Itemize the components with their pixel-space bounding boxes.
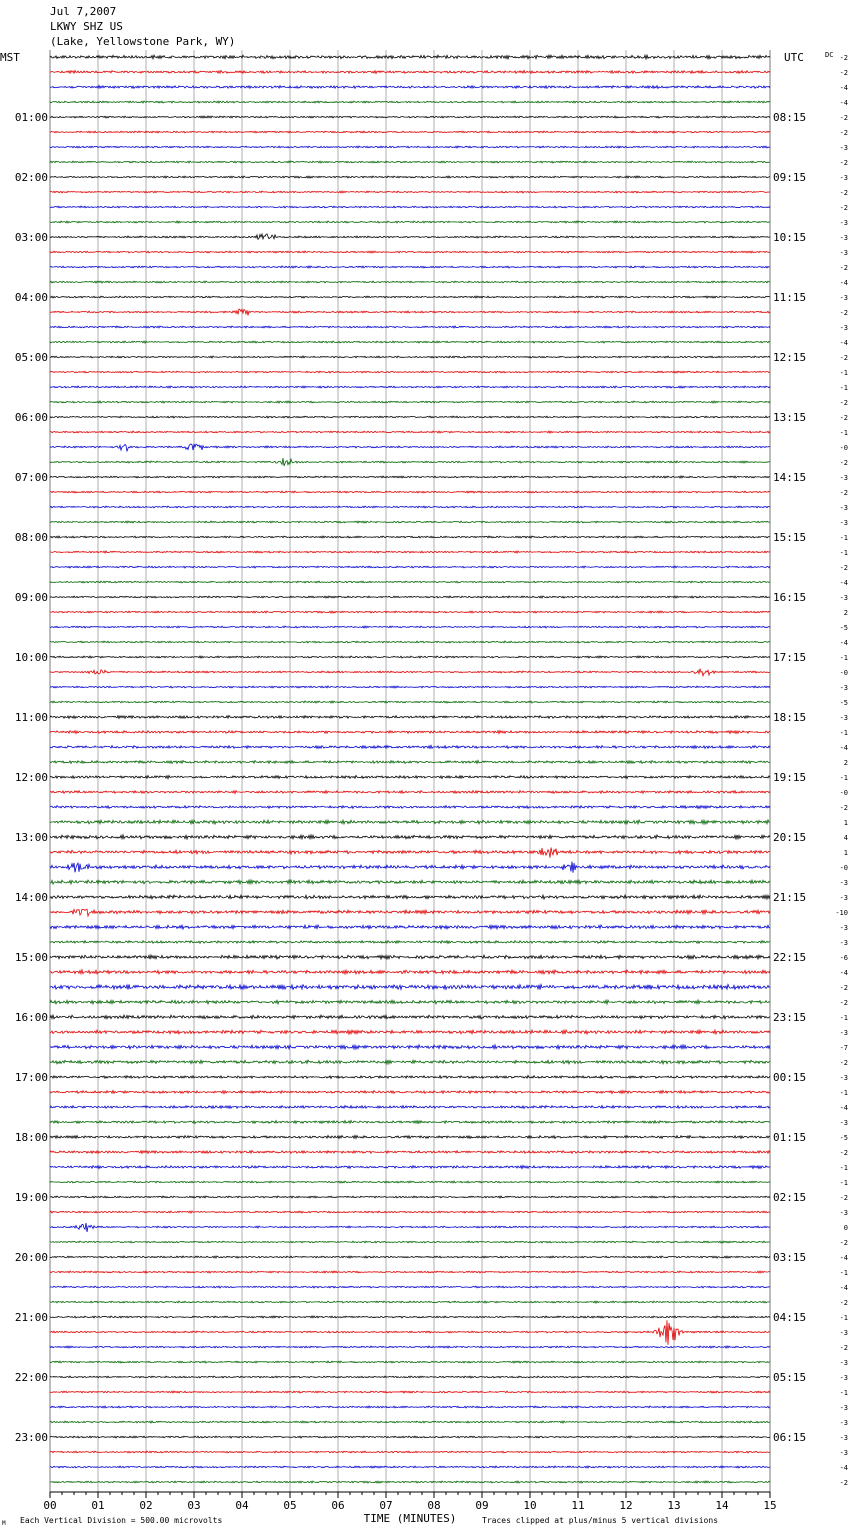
dc-offset-label: -3 bbox=[839, 1074, 848, 1082]
footer-clip-note: Traces clipped at plus/minus 5 vertical divisions bbox=[482, 1516, 719, 1525]
dc-offset-label: 0 bbox=[843, 1224, 848, 1232]
dc-offset-label: -2 bbox=[839, 999, 848, 1007]
trace-row bbox=[50, 71, 770, 74]
x-tick-label: 10 bbox=[523, 1499, 537, 1512]
trace-row bbox=[50, 909, 770, 916]
trace-row bbox=[50, 491, 770, 493]
left-timezone-label: MST bbox=[0, 51, 20, 64]
right-hour-label: 13:15 bbox=[773, 411, 807, 424]
right-hour-label: 21:15 bbox=[773, 891, 807, 904]
dc-offset-label: -1 bbox=[839, 429, 848, 437]
corner-mark: M bbox=[2, 1520, 6, 1527]
trace-row bbox=[50, 1223, 770, 1232]
dc-offset-label: -4 bbox=[839, 1254, 848, 1262]
dc-offset-label: -2 bbox=[839, 204, 848, 212]
dc-offset-label: -7 bbox=[839, 1044, 848, 1052]
dc-offset-label: -1 bbox=[839, 774, 848, 782]
dc-offset-label: -4 bbox=[839, 1104, 848, 1112]
dc-offset-label: -2 bbox=[839, 1344, 848, 1352]
left-hour-label: 20:00 bbox=[14, 1251, 48, 1264]
dc-offset-label: -4 bbox=[839, 1284, 848, 1292]
dc-offset-label: -3 bbox=[839, 249, 848, 257]
trace-row bbox=[50, 1361, 770, 1363]
dc-offset-label: -3 bbox=[839, 1404, 848, 1412]
right-hour-label: 16:15 bbox=[773, 591, 807, 604]
trace-row bbox=[50, 131, 770, 133]
trace-row bbox=[50, 955, 770, 959]
dc-offset-label: -4 bbox=[839, 99, 848, 107]
trace-row bbox=[50, 581, 770, 583]
right-hour-label: 09:15 bbox=[773, 171, 807, 184]
trace-row bbox=[50, 476, 770, 478]
trace-row bbox=[50, 416, 770, 418]
dc-offset-label: -3 bbox=[839, 1434, 848, 1442]
dc-offset-label: -4 bbox=[839, 744, 848, 752]
right-hour-label: 02:15 bbox=[773, 1191, 807, 1204]
dc-offset-label: 1 bbox=[843, 819, 848, 827]
axis-labels bbox=[0, 51, 848, 1527]
left-hour-label: 22:00 bbox=[14, 1371, 48, 1384]
trace-row bbox=[50, 1421, 770, 1423]
dc-offset-label: -1 bbox=[839, 1179, 848, 1187]
dc-offset-label: -1 bbox=[839, 1269, 848, 1277]
dc-offset-label: -1 bbox=[839, 1164, 848, 1172]
dc-offset-label: -5 bbox=[839, 699, 848, 707]
left-hour-label: 14:00 bbox=[14, 891, 48, 904]
trace-row bbox=[50, 656, 770, 658]
footer-scale-note: Each Vertical Division = 500.00 microvolts bbox=[20, 1516, 223, 1525]
trace-row bbox=[50, 296, 770, 298]
dc-offset-label: -3 bbox=[839, 684, 848, 692]
dc-offset-label: -1 bbox=[839, 549, 848, 557]
dc-offset-label: -2 bbox=[839, 159, 848, 167]
dc-offset-label: -2 bbox=[839, 564, 848, 572]
dc-offset-label: -3 bbox=[839, 234, 848, 242]
dc-offset-label: -3 bbox=[839, 174, 848, 182]
trace-row bbox=[50, 745, 770, 748]
trace-row bbox=[50, 116, 770, 118]
right-hour-label: 18:15 bbox=[773, 711, 807, 724]
trace-row bbox=[50, 1451, 770, 1453]
right-hour-label: 19:15 bbox=[773, 771, 807, 784]
dc-offset-label: -1 bbox=[839, 1389, 848, 1397]
trace-row bbox=[50, 1481, 770, 1483]
left-hour-label: 13:00 bbox=[14, 831, 48, 844]
left-hour-label: 11:00 bbox=[14, 711, 48, 724]
dc-offset-label: -0 bbox=[839, 789, 848, 797]
trace-row bbox=[50, 551, 770, 553]
dc-offset-label: -3 bbox=[839, 939, 848, 947]
dc-offset-label: -4 bbox=[839, 639, 848, 647]
dc-offset-label: 1 bbox=[843, 849, 848, 857]
dc-offset-label: -3 bbox=[839, 1329, 848, 1337]
dc-offset-label: -2 bbox=[839, 489, 848, 497]
left-hour-label: 23:00 bbox=[14, 1431, 48, 1444]
dc-offset-label: -3 bbox=[839, 879, 848, 887]
x-tick-label: 13 bbox=[667, 1499, 681, 1512]
trace-row bbox=[50, 1271, 770, 1273]
dc-offset-label: -3 bbox=[839, 1119, 848, 1127]
trace-row bbox=[50, 1301, 770, 1303]
trace-row bbox=[50, 401, 770, 403]
dc-offset-label: -3 bbox=[839, 1419, 848, 1427]
dc-offset-label: -3 bbox=[839, 474, 848, 482]
dc-offset-label: -4 bbox=[839, 1464, 848, 1472]
trace-row bbox=[50, 176, 770, 178]
dc-offset-label: -0 bbox=[839, 444, 848, 452]
trace-row bbox=[50, 1135, 770, 1138]
trace-row bbox=[50, 1241, 770, 1243]
right-hour-label: 04:15 bbox=[773, 1311, 807, 1324]
right-hour-label: 03:15 bbox=[773, 1251, 807, 1264]
dc-offset-label: -1 bbox=[839, 1014, 848, 1022]
x-tick-label: 11 bbox=[571, 1499, 585, 1512]
dc-offset-label: -2 bbox=[839, 414, 848, 422]
trace-row bbox=[50, 1000, 770, 1004]
dc-offset-label: -2 bbox=[839, 1479, 848, 1487]
trace-group bbox=[50, 55, 770, 1483]
trace-row bbox=[50, 1406, 770, 1408]
dc-offset-label: -1 bbox=[839, 369, 848, 377]
trace-row bbox=[50, 206, 770, 208]
dc-offset-label: -2 bbox=[839, 129, 848, 137]
trace-row bbox=[50, 521, 770, 523]
trace-row bbox=[50, 970, 770, 974]
dc-offset-label: -5 bbox=[839, 1134, 848, 1142]
dc-offset-label: -3 bbox=[839, 144, 848, 152]
trace-row bbox=[50, 1211, 770, 1213]
trace-row bbox=[50, 161, 770, 163]
x-axis-title: TIME (MINUTES) bbox=[363, 1512, 457, 1525]
trace-row bbox=[50, 356, 770, 358]
x-tick-label: 14 bbox=[715, 1499, 729, 1512]
trace-row bbox=[50, 596, 770, 598]
dc-offset-label: -1 bbox=[839, 654, 848, 662]
dc-offset-label: -2 bbox=[839, 54, 848, 62]
dc-offset-label: -2 bbox=[839, 309, 848, 317]
left-hour-label: 19:00 bbox=[14, 1191, 48, 1204]
dc-offset-label: -3 bbox=[839, 324, 848, 332]
x-tick-label: 06 bbox=[331, 1499, 345, 1512]
dc-offset-label: -3 bbox=[839, 1449, 848, 1457]
trace-row bbox=[50, 1316, 770, 1318]
trace-row bbox=[50, 862, 770, 873]
trace-row bbox=[50, 1181, 770, 1183]
right-hour-label: 08:15 bbox=[773, 111, 807, 124]
left-hour-label: 07:00 bbox=[14, 471, 48, 484]
trace-row bbox=[50, 880, 770, 884]
dc-offset-label: -6 bbox=[839, 954, 848, 962]
dc-offset-label: -2 bbox=[839, 804, 848, 812]
left-hour-label: 18:00 bbox=[14, 1131, 48, 1144]
trace-row bbox=[50, 1436, 770, 1438]
dc-offset-label: -2 bbox=[839, 1149, 848, 1157]
trace-row bbox=[50, 984, 770, 989]
x-tick-label: 04 bbox=[235, 1499, 249, 1512]
right-hour-label: 15:15 bbox=[773, 531, 807, 544]
trace-row bbox=[50, 326, 770, 328]
dc-offset-label: -3 bbox=[839, 594, 848, 602]
trace-row bbox=[50, 101, 770, 103]
dc-offset-label: -0 bbox=[839, 864, 848, 872]
trace-row bbox=[50, 386, 770, 388]
trace-row bbox=[50, 941, 770, 944]
left-hour-label: 10:00 bbox=[14, 651, 48, 664]
trace-row bbox=[50, 760, 770, 763]
dc-offset-label: -2 bbox=[839, 1239, 848, 1247]
trace-row bbox=[50, 371, 770, 373]
x-tick-label: 05 bbox=[283, 1499, 297, 1512]
trace-row bbox=[50, 791, 770, 794]
right-hour-label: 01:15 bbox=[773, 1131, 807, 1144]
trace-row bbox=[50, 536, 770, 538]
x-tick-label: 01 bbox=[91, 1499, 105, 1512]
dc-offset-label: -3 bbox=[839, 504, 848, 512]
trace-row bbox=[50, 895, 770, 899]
trace-row bbox=[50, 251, 770, 253]
trace-row bbox=[50, 1015, 770, 1019]
dc-label: DC bbox=[825, 51, 834, 59]
dc-offset-label: -3 bbox=[839, 1359, 848, 1367]
x-tick-label: 02 bbox=[139, 1499, 153, 1512]
trace-row bbox=[50, 848, 770, 858]
trace-row bbox=[50, 1391, 770, 1393]
trace-row bbox=[50, 1106, 770, 1109]
trace-row bbox=[50, 1030, 770, 1034]
trace-row bbox=[50, 669, 770, 676]
dc-offset-label: -5 bbox=[839, 624, 848, 632]
dc-offset-label: -3 bbox=[839, 894, 848, 902]
trace-row bbox=[50, 686, 770, 688]
trace-row bbox=[50, 1151, 770, 1154]
dc-offset-label: -4 bbox=[839, 84, 848, 92]
x-tick-label: 09 bbox=[475, 1499, 489, 1512]
left-hour-label: 09:00 bbox=[14, 591, 48, 604]
trace-row bbox=[50, 1286, 770, 1288]
dc-offset-label: -3 bbox=[839, 219, 848, 227]
left-hour-label: 01:00 bbox=[14, 111, 48, 124]
trace-row bbox=[50, 1466, 770, 1468]
dc-offset-label: -3 bbox=[839, 1029, 848, 1037]
trace-row bbox=[50, 1121, 770, 1124]
x-tick-label: 08 bbox=[427, 1499, 441, 1512]
trace-row bbox=[50, 234, 770, 239]
right-hour-label: 10:15 bbox=[773, 231, 807, 244]
dc-offset-label: -2 bbox=[839, 69, 848, 77]
trace-row bbox=[50, 820, 770, 824]
x-tick-label: 03 bbox=[187, 1499, 201, 1512]
trace-row bbox=[50, 191, 770, 193]
left-hour-label: 02:00 bbox=[14, 171, 48, 184]
left-hour-label: 08:00 bbox=[14, 531, 48, 544]
date-label: Jul 7,2007 bbox=[50, 5, 117, 18]
trace-row bbox=[50, 444, 770, 451]
dc-offset-label: -2 bbox=[839, 984, 848, 992]
dc-offset-label: -3 bbox=[839, 1374, 848, 1382]
left-hour-label: 12:00 bbox=[14, 771, 48, 784]
dc-offset-label: -1 bbox=[839, 729, 848, 737]
trace-row bbox=[50, 731, 770, 734]
dc-offset-label: -4 bbox=[839, 579, 848, 587]
trace-row bbox=[50, 776, 770, 779]
x-tick-label: 07 bbox=[379, 1499, 393, 1512]
trace-row bbox=[50, 806, 770, 809]
trace-row bbox=[50, 1076, 770, 1079]
x-tick-label: 12 bbox=[619, 1499, 633, 1512]
trace-row bbox=[50, 1166, 770, 1169]
dc-offset-label: -2 bbox=[839, 354, 848, 362]
dc-offset-label: -2 bbox=[839, 114, 848, 122]
trace-row bbox=[50, 458, 770, 466]
x-tick-label: 00 bbox=[43, 1499, 57, 1512]
right-hour-label: 00:15 bbox=[773, 1071, 807, 1084]
trace-row bbox=[50, 626, 770, 628]
dc-offset-label: -2 bbox=[839, 264, 848, 272]
trace-row bbox=[50, 835, 770, 839]
right-hour-label: 17:15 bbox=[773, 651, 807, 664]
trace-row bbox=[50, 266, 770, 268]
location-label: (Lake, Yellowstone Park, WY) bbox=[50, 35, 236, 48]
dc-offset-label: -3 bbox=[839, 924, 848, 932]
left-hour-label: 15:00 bbox=[14, 951, 48, 964]
dc-offset-label: -1 bbox=[839, 384, 848, 392]
dc-offset-label: -3 bbox=[839, 714, 848, 722]
right-hour-label: 12:15 bbox=[773, 351, 807, 364]
dc-offset-label: -2 bbox=[839, 1059, 848, 1067]
trace-row bbox=[50, 1196, 770, 1198]
dc-offset-label: -2 bbox=[839, 1194, 848, 1202]
dc-offset-label: -2 bbox=[839, 189, 848, 197]
trace-row bbox=[50, 1091, 770, 1094]
dc-offset-label: -1 bbox=[839, 1314, 848, 1322]
trace-row bbox=[50, 611, 770, 613]
trace-row bbox=[50, 1256, 770, 1258]
left-hour-label: 05:00 bbox=[14, 351, 48, 364]
trace-row bbox=[50, 716, 770, 719]
left-hour-label: 21:00 bbox=[14, 1311, 48, 1324]
trace-row bbox=[50, 925, 770, 929]
right-hour-label: 14:15 bbox=[773, 471, 807, 484]
left-hour-label: 16:00 bbox=[14, 1011, 48, 1024]
dc-offset-label: -2 bbox=[839, 399, 848, 407]
x-tick-label: 15 bbox=[763, 1499, 777, 1512]
left-hour-label: 06:00 bbox=[14, 411, 48, 424]
trace-row bbox=[50, 1060, 770, 1064]
trace-row bbox=[50, 431, 770, 433]
right-timezone-label: UTC bbox=[784, 51, 804, 64]
left-hour-label: 04:00 bbox=[14, 291, 48, 304]
trace-row bbox=[50, 55, 770, 59]
station-label: LKWY SHZ US bbox=[50, 20, 123, 33]
dc-offset-label: 4 bbox=[843, 834, 848, 842]
trace-row bbox=[50, 309, 770, 315]
dc-offset-label: -4 bbox=[839, 969, 848, 977]
dc-offset-label: -0 bbox=[839, 669, 848, 677]
right-hour-label: 05:15 bbox=[773, 1371, 807, 1384]
trace-row bbox=[50, 1376, 770, 1378]
trace-row bbox=[50, 1346, 770, 1348]
dc-offset-label: -4 bbox=[839, 279, 848, 287]
left-hour-label: 17:00 bbox=[14, 1071, 48, 1084]
trace-row bbox=[50, 506, 770, 508]
trace-row bbox=[50, 281, 770, 283]
dc-offset-label: -3 bbox=[839, 519, 848, 527]
dc-offset-label: -10 bbox=[835, 909, 848, 917]
trace-row bbox=[50, 86, 770, 89]
dc-offset-label: -2 bbox=[839, 1299, 848, 1307]
dc-offset-label: 2 bbox=[843, 759, 848, 767]
trace-row bbox=[50, 146, 770, 148]
trace-row bbox=[50, 221, 770, 223]
right-hour-label: 22:15 bbox=[773, 951, 807, 964]
trace-row bbox=[50, 566, 770, 568]
dc-offset-label: -3 bbox=[839, 1209, 848, 1217]
left-hour-label: 03:00 bbox=[14, 231, 48, 244]
dc-offset-label: -3 bbox=[839, 294, 848, 302]
trace-row bbox=[50, 701, 770, 703]
right-hour-label: 11:15 bbox=[773, 291, 807, 304]
right-hour-label: 20:15 bbox=[773, 831, 807, 844]
dc-offset-label: -1 bbox=[839, 534, 848, 542]
trace-row bbox=[50, 341, 770, 343]
dc-offset-label: -4 bbox=[839, 339, 848, 347]
right-hour-label: 23:15 bbox=[773, 1011, 807, 1024]
dc-offset-label: 2 bbox=[843, 609, 848, 617]
trace-row bbox=[50, 1045, 770, 1049]
dc-offset-label: -2 bbox=[839, 459, 848, 467]
right-hour-label: 06:15 bbox=[773, 1431, 807, 1444]
trace-row bbox=[50, 1320, 770, 1345]
trace-row bbox=[50, 641, 770, 643]
dc-offset-label: -1 bbox=[839, 1089, 848, 1097]
